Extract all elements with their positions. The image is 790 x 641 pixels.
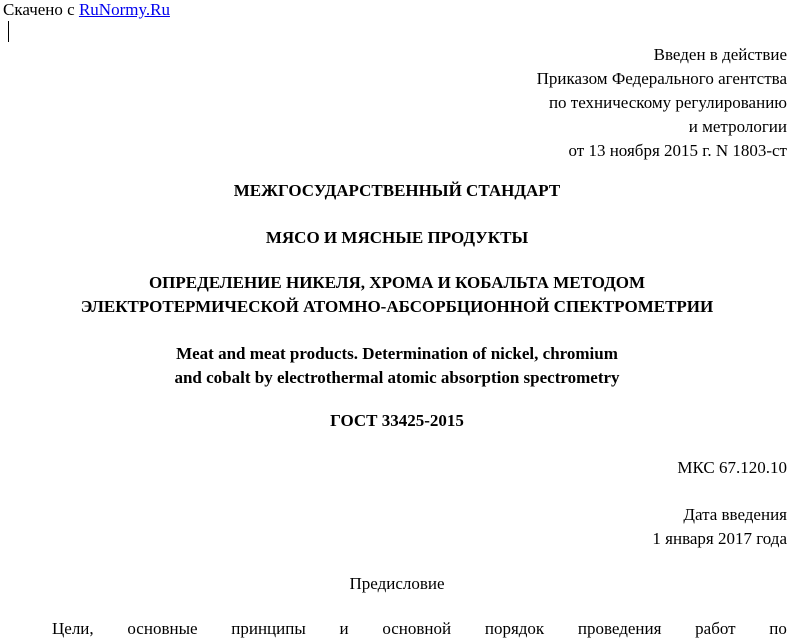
- word: порядок: [484, 619, 545, 638]
- word: по: [769, 619, 787, 638]
- source-prefix: Скачено с: [3, 0, 79, 19]
- introduction-date-value: 1 января 2017 года: [652, 529, 787, 548]
- russian-title-line: ОПРЕДЕЛЕНИЕ НИКЕЛЯ, ХРОМА И КОБАЛЬТА МЕТОДОМ: [148, 273, 646, 292]
- word: работ: [695, 619, 736, 638]
- word: принципы: [231, 619, 306, 638]
- word: основные: [127, 619, 198, 638]
- enactment-line: Введен в действие: [653, 45, 787, 64]
- english-title: [0, 342, 790, 390]
- standard-type-heading: МЕЖГОСУДАРСТВЕННЫЙ СТАНДАРТ: [233, 181, 561, 200]
- russian-title: [0, 271, 790, 319]
- subject-heading: МЯСО И МЯСНЫЕ ПРОДУКТЫ: [265, 228, 529, 247]
- source-line: [3, 0, 170, 20]
- english-title-line: and cobalt by electrothermal atomic absorption spectrometry: [174, 368, 620, 387]
- text-cursor: [8, 21, 9, 42]
- enactment-line: по техническому регулированию: [548, 93, 787, 112]
- preface-first-line: [52, 617, 787, 641]
- runormy-link[interactable]: RuNormy.Ru: [78, 0, 170, 19]
- word: Цели,: [52, 619, 94, 638]
- russian-title-line: ЭЛЕКТРОТЕРМИЧЕСКОЙ АТОМНО-АБСОРБЦИОННОЙ СПЕКТРОМЕТРИИ: [80, 297, 714, 316]
- enactment-line: и метрологии: [688, 117, 787, 136]
- introduction-date-label: Дата введения: [683, 505, 787, 524]
- preface-title: Предисловие: [349, 574, 445, 593]
- word: основной: [382, 619, 452, 638]
- word: и: [339, 619, 349, 638]
- word: проведения: [577, 619, 662, 638]
- english-title-line: Meat and meat products. Determination of nickel, chromium: [176, 344, 618, 363]
- enactment-block: [537, 43, 787, 163]
- enactment-line: Приказом Федерального агентства: [536, 69, 787, 88]
- enactment-line: от 13 ноября 2015 г. N 1803-ст: [568, 141, 787, 160]
- gost-number: ГОСТ 33425-2015: [330, 411, 464, 430]
- introduction-date-block: [652, 503, 787, 551]
- mks-code: МКС 67.120.10: [677, 458, 787, 477]
